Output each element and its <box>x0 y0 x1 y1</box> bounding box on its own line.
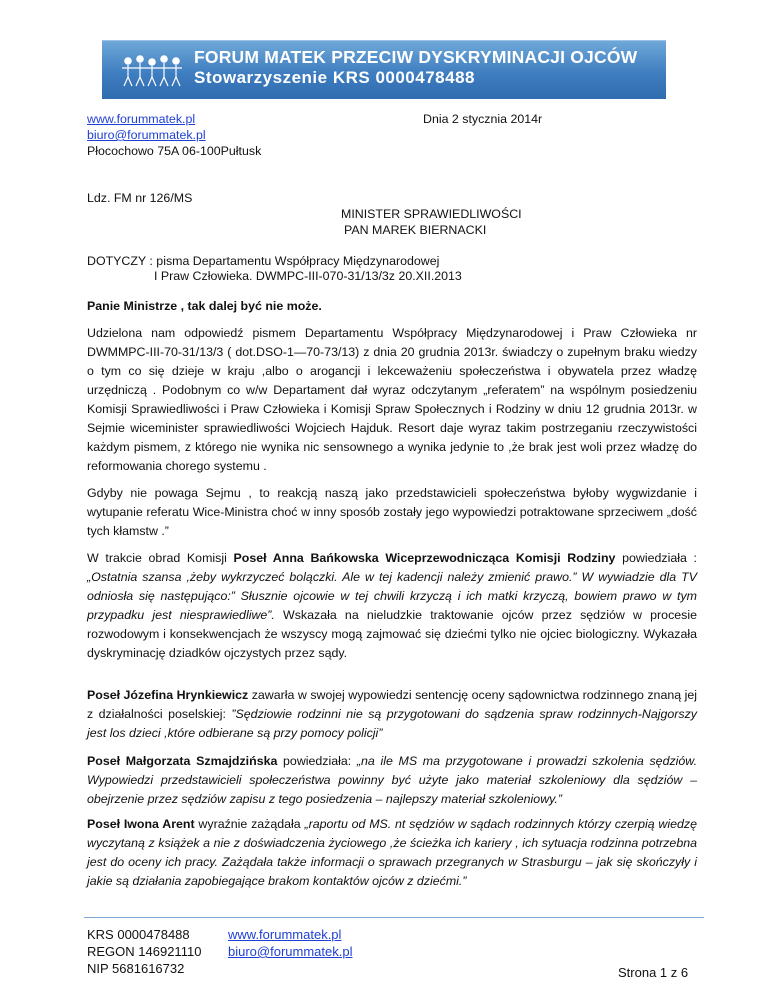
reference-number: Ldz. FM nr 126/MS <box>87 191 193 205</box>
footer-email-link[interactable]: biuro@forummatek.pl <box>228 944 353 959</box>
header-banner <box>102 40 666 99</box>
footer-nip: NIP 5681616732 <box>87 961 185 976</box>
page-number: Strona 1 z 6 <box>618 965 689 980</box>
speaker-szmajdzinska: Poseł Małgorzata Szmajdzińska <box>87 754 278 768</box>
speaker-arent: Poseł Iwona Arent <box>87 817 195 831</box>
recipient-title: MINISTER SPRAWIEDLIWOŚCI <box>341 207 522 221</box>
speaker-bankowska: Poseł Anna Bańkowska Wiceprzewodnicząca Komisji Rodziny <box>233 551 616 565</box>
quote-bankowska: „Ostatnia szansa ,żeby wykrzyczeć bolączki. Ale w tej kadencji należy zmienić prawo.” W wywiadzie dla TV odniosła się następująco:” Słusznie ojcowie w tej chwili krzyczą i ich matki krzyczą, bowiem prawo w tym przypadku jest niesprawiedliwe”. <box>87 570 697 622</box>
quote-hrynkiewicz: ”Sędziowie rodzinni nie są przygotowani do sądzenia spraw rodzinnych-Najgorszy jest los dzieci ,które odbierane są przy pomocy policji” <box>87 707 697 740</box>
salutation: Panie Ministrze , tak dalej być nie może. <box>87 299 322 313</box>
sender-address: Płocochowo 75A 06-100Pułtusk <box>87 144 262 158</box>
recipient-name: PAN MAREK BIERNACKI <box>344 223 487 237</box>
footer-divider <box>84 917 704 918</box>
paragraph-2 <box>87 484 697 541</box>
speaker-hrynkiewicz: Poseł Józefina Hrynkiewicz <box>87 688 249 702</box>
family-figures-icon <box>120 53 184 89</box>
paragraph-1-text: Udzielona nam odpowiedź pismem Departamentu Współpracy Międzynarodowej i Praw Człowieka nr DWMMPC-III-70-31/13/3 ( dot.DSO-1—70-73/13) z dnia 20 grudnia 2013r. świadczy o zupełnym braku wiedzy o tym co się dzieje w kraju ,albo o arogancji i lekceważeniu społeczeństwa i obywatela przez władzę urzędniczą . Podobnym co w/w Departament dał wyraz odczytanym „referatem” na wspólnym posiedzeniu Komisji Sprawiedliwości i Praw Człowieka i Komisji Spraw Społecznych i Rodziny w dniu 12 grudnia 2013r. w Sejmie wiceminister sprawiedliwości Wojciech Hajduk. Resort daje wyraz takim postrzeganiu rzeczywistości każdym pismem, z którego nie wynika nic sensownego a wynika jedynie to ,że brak jest woli przez władzę do reformowania chorego systemu . <box>87 326 697 473</box>
subject-line1: DOTYCZY : pisma Departamentu Współpracy Międzynarodowej <box>87 254 440 268</box>
sender-email-link[interactable]: biuro@forummatek.pl <box>87 128 206 142</box>
paragraph-2-text: Gdyby nie powaga Sejmu , to reakcją naszą jako przedstawicieli społeczeństwa byłoby wygwizdanie i wytupanie referatu Wice-Ministra choć w inny sposób zostały jego wypowiedzi potraktowane sprzeciwem „dość tych kłamstw .” <box>87 486 697 538</box>
subject-line2: I Praw Człowieka. DWMPC-III-070-31/13/3z 20.XII.2013 <box>154 269 462 283</box>
paragraph-3-intro: W trakcie obrad Komisji <box>87 551 234 565</box>
quote-arent: „raportu od MS. nt sędziów w sądach rodzinnych którzy czerpią wiedzę wyczytaną z książek a nie z doświadczenia życiowego ,że ścieżka ich kariery , ich sytuacja rodzinna potrzebna jest do oceny ich pracy. Zażądała także informacji o sprawach przegranych w Strasburgu – jak się skończyły i jakie są działania zapobiegające brakom kontaktów ojców z dziećmi.” <box>87 817 697 888</box>
paragraph-6 <box>87 815 697 891</box>
paragraph-1 <box>87 324 697 476</box>
paragraph-4 <box>87 686 697 743</box>
footer-website-link[interactable]: www.forummatek.pl <box>228 927 342 942</box>
footer-regon: REGON 146921110 <box>87 944 202 959</box>
paragraph-3-said: powiedziała : <box>615 551 697 565</box>
header-subtitle: Stowarzyszenie KRS 0000478488 <box>194 68 475 87</box>
quote-szmajdzinska: „na ile MS ma przygotowane i prowadzi szkolenia sędziów. Wypowiedzi przedstawicieli społeczeństwa powinny być użyte jako materiał szkoleniowy dla sędziów – obejrzenie przez sędziów zapisu z tego posiedzenia – najlepszy materiał szkoleniowy.” <box>87 754 698 806</box>
paragraph-3 <box>87 549 697 663</box>
paragraph-5-text: powiedziała: <box>277 754 357 768</box>
letter-date: Dnia 2 stycznia 2014r <box>423 112 543 126</box>
sender-website-link[interactable]: www.forummatek.pl <box>87 112 196 126</box>
footer-krs: KRS 0000478488 <box>87 927 190 942</box>
paragraph-4-text: zawarła w swojej wypowiedzi sentencję oceny sądownictwa rodzinnego znaną jej z działalności poselskiej: <box>87 688 698 721</box>
paragraph-3-rest: Wskazała na nieludzkie traktowanie ojców przez sędziów w procesie rozwodowym i konsekwencjach że wszyscy mogą zajmować się dziećmi tylko nie ojciec biologiczny. Wykazała dyskryminację dziadków ojczystych przez sądy. <box>87 608 697 660</box>
paragraph-6-text: wyraźnie zażądała <box>194 817 305 831</box>
header-title: FORUM MATEK PRZECIW DYSKRYMINACJI OJCÓW <box>194 47 638 67</box>
paragraph-5 <box>87 752 697 809</box>
